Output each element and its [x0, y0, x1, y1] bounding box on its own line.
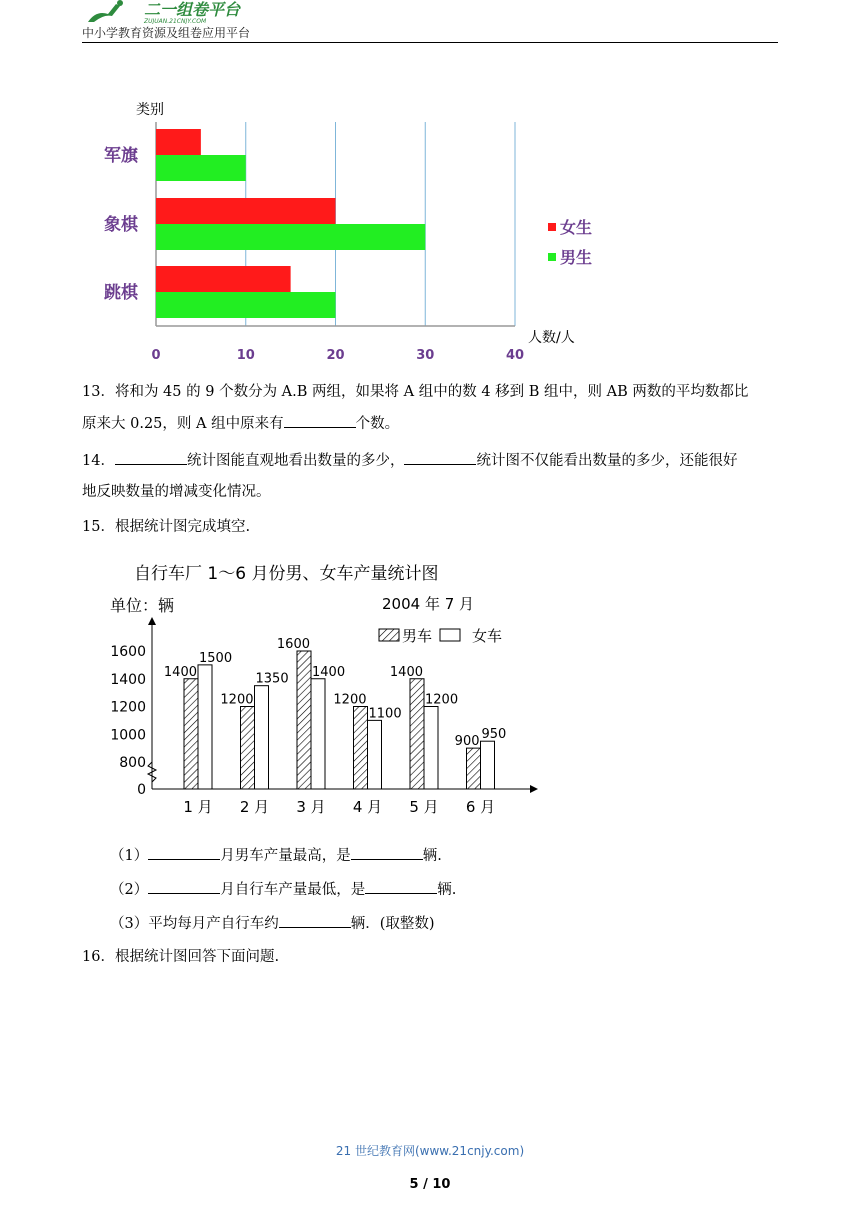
chart2-category-label: 1 月 [183, 798, 213, 816]
chart1-x-tick-labels [151, 348, 524, 363]
chart2-y-tick-label: 1200 [110, 699, 146, 716]
q14-answer-blank-2[interactable] [404, 450, 476, 465]
legend-girl-label: 女生 [560, 218, 593, 237]
chart1-bar [156, 224, 425, 250]
q15-2-answer-blank-1[interactable] [148, 879, 220, 894]
q14-answer-blank-1[interactable] [115, 450, 187, 465]
chart2-data-label: 1600 [276, 637, 310, 652]
chart2-y-tick-label: 1600 [110, 644, 146, 660]
chart2-data-label: 1200 [425, 692, 459, 708]
footer-site-link[interactable]: 21 世纪教育网(www.21cnjy.com) [335, 1144, 525, 1158]
chart2-category-label: 3 月 [296, 798, 326, 816]
chart2-data-label: 1200 [220, 692, 254, 708]
runner-logo-icon [88, 0, 123, 22]
chart2-bar [467, 748, 481, 789]
legend-female-label: 女车 [472, 627, 503, 645]
chart1-category-label: 象棋 [104, 215, 138, 235]
header-divider [82, 42, 778, 43]
chart1-bar [156, 198, 336, 224]
chart2-bar [354, 707, 368, 790]
chart1-category-labels [104, 145, 139, 303]
q14-line1: 14． 统计图能直观地看出数量的多少， 统计图不仅能看出数量的多少，还能很好 [82, 450, 782, 471]
chart1-bar [156, 155, 246, 181]
legend-boy-label: 男生 [560, 248, 593, 267]
q15-sub-1: （1） 月男车产量最高，是 辆. [110, 845, 442, 866]
page-number: 5 / 10 [409, 1177, 451, 1192]
logo-text: 二一组卷平台 [144, 0, 241, 19]
q13-answer-blank[interactable] [284, 413, 356, 428]
chart2-category-label: 5 月 [409, 798, 439, 816]
legend-boy-swatch [548, 253, 556, 261]
chart2-bar [311, 679, 325, 789]
chart1-legend [548, 218, 592, 267]
chart2-y-tick-label: 800 [119, 755, 146, 771]
chart2-bar [184, 679, 198, 789]
question-15: 15．根据统计图完成填空. [82, 519, 251, 535]
chart1-bar [156, 292, 336, 318]
chart2-bar [424, 707, 438, 790]
chart1-category-label: 跳棋 [104, 283, 138, 303]
question-13 [82, 382, 782, 434]
q15-1-answer-blank-1[interactable] [148, 845, 220, 860]
chart2-category-label: 2 月 [239, 798, 270, 816]
chart2-bar [410, 679, 424, 789]
chart2-x-arrow-icon [530, 785, 538, 793]
chart2-bar [198, 665, 212, 789]
legend-male-label: 男车 [402, 627, 433, 645]
chart2-data-label: 950 [481, 727, 507, 743]
chart2-data-label: 900 [454, 734, 480, 750]
chart2-legend [379, 627, 502, 645]
chart2-data-label: 1400 [389, 664, 423, 680]
q15-sub-3: （3）平均每月产自行车约 辆．(取整数) [110, 913, 435, 934]
chart1-x-tick-label: 0 [151, 348, 161, 363]
chart1-bar [156, 266, 291, 292]
q14-line2: 地反映数量的增减变化情况。 [82, 484, 271, 500]
chart1-x-tick-label: 20 [326, 348, 345, 363]
chart2-category-label: 4 月 [352, 798, 383, 816]
question-14 [82, 450, 782, 502]
chart1-category-label: 军旗 [104, 146, 138, 166]
chart2-data-label: 1100 [368, 706, 402, 722]
q13-line1: 13．将和为 45 的 9 个数分为 A.B 两组，如果将 A 组中的数 4 移到 B 组中，则 AB 两数的平均数都比 [82, 384, 749, 400]
q15-2-answer-blank-2[interactable] [365, 879, 437, 894]
chart2-data-label: 1400 [163, 664, 197, 680]
legend-girl-swatch [548, 223, 556, 231]
chart2-category-labels [183, 798, 495, 816]
chart2-data-label: 1400 [312, 664, 346, 680]
chart2-data-label: 1200 [333, 692, 367, 708]
chart2-title: 自行车厂 1～6 月份男、女车产量统计图 [134, 564, 439, 584]
chart2-category-label: 6 月 [465, 798, 496, 816]
chart2-date: 2004 年 7 月 [382, 595, 475, 613]
chart2-y-tick-labels [110, 644, 146, 798]
question-16: 16．根据统计图回答下面问题. [82, 949, 280, 965]
chart1-y-title: 类别 [136, 102, 164, 118]
chart1-x-tick-label: 40 [505, 348, 525, 363]
header-logo [82, 0, 272, 24]
legend-female-swatch [440, 629, 460, 641]
chart1-x-tick-label: 30 [416, 348, 435, 363]
chart1-x-unit: 人数/人 [528, 330, 575, 346]
chart2-y-tick-label: 0 [137, 782, 146, 798]
chart2-data-label: 1350 [255, 671, 289, 687]
horizontal-bar-chart [90, 95, 620, 365]
q15-1-answer-blank-2[interactable] [351, 845, 423, 860]
chart2-y-arrow-icon [148, 617, 156, 625]
q13-line2: 原来大 0.25，则 A 组中原来有 个数。 [82, 413, 782, 434]
chart2-bar [241, 707, 255, 790]
header-subtitle: 中小学教育资源及组卷应用平台 [82, 26, 251, 40]
chart1-bars [156, 129, 425, 318]
chart2-bar [297, 651, 311, 789]
chart2-data-labels [164, 637, 506, 749]
chart2-unit: 单位：辆 [110, 596, 175, 615]
vertical-bar-chart [100, 555, 550, 825]
logo-url-text: ZUJUAN.21CNJY.COM [144, 18, 207, 24]
legend-male-swatch [379, 629, 399, 641]
chart2-data-label: 1500 [199, 650, 233, 666]
q15-sub-2: （2） 月自行车产量最低，是 辆. [110, 879, 456, 900]
chart1-x-tick-label: 10 [236, 348, 255, 363]
chart2-bar [255, 686, 269, 789]
chart2-bar [368, 720, 382, 789]
chart2-bar [481, 741, 495, 789]
chart2-y-tick-label: 1400 [110, 671, 146, 688]
chart1-bar [156, 129, 201, 155]
q15-3-answer-blank[interactable] [279, 913, 351, 928]
chart2-y-tick-label: 1000 [110, 727, 146, 744]
